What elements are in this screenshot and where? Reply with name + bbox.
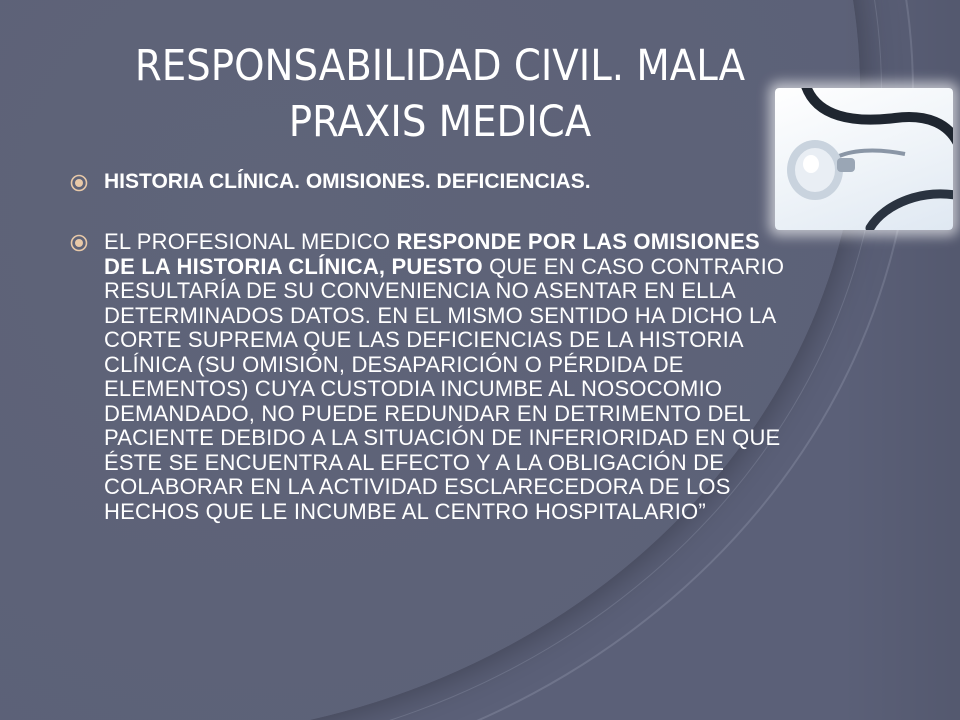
stethoscope-icon — [775, 88, 953, 230]
bullet-text-bold: RESPONDE POR LAS OMISIONES DE LA HISTORIA CLÍNICA, PUESTO — [104, 229, 760, 279]
bullet-item-historia-clinica — [68, 170, 788, 194]
bullet-text-end: QUE EN CASO CONTRARIO RESULTARÍA DE SU CONVENIENCIA NO ASENTAR EN ELLA DETERMINADOS DATOS. EN EL MISMO SENTIDO HA DICHO LA CORTE SUPREMA QUE LAS DEFICIENCIAS DE LA HISTORIA CLÍNICA (SU OMISIÓN, DESAPARICIÓN O PÉRDIDA DE ELEMENTOS) CUYA CUSTODIA INCUMBE AL NOSOCOMIO DEMANDADO, NO PUEDE REDUNDAR EN DETRIMENTO DEL PACIENTE DEBIDO A LA SITUACIÓN DE INFERIORIDAD EN QUE ÉSTE SE ENCUENTRA AL EFECTO Y A LA OBLIGACIÓN DE COLABORAR EN LA ACTIVIDAD ESCLARECEDORA DE LOS HECHOS QUE LE INCUMBE AL CENTRO HOSPITALARIO” — [104, 253, 785, 524]
bullet-text: HISTORIA CLÍNICA. OMISIONES. DEFICIENCIAS. — [104, 170, 591, 193]
bullet-text-start: EL PROFESIONAL MEDICO — [104, 229, 397, 254]
circled-dot-icon — [70, 234, 88, 252]
slide-title: RESPONSABILIDAD CIVIL. MALA PRAXIS MEDICA — [134, 41, 746, 147]
bullet-item-profesional-medico — [68, 230, 788, 524]
bullet-list — [68, 170, 788, 524]
circled-dot-icon — [70, 174, 88, 192]
stethoscope-photo — [775, 88, 953, 230]
